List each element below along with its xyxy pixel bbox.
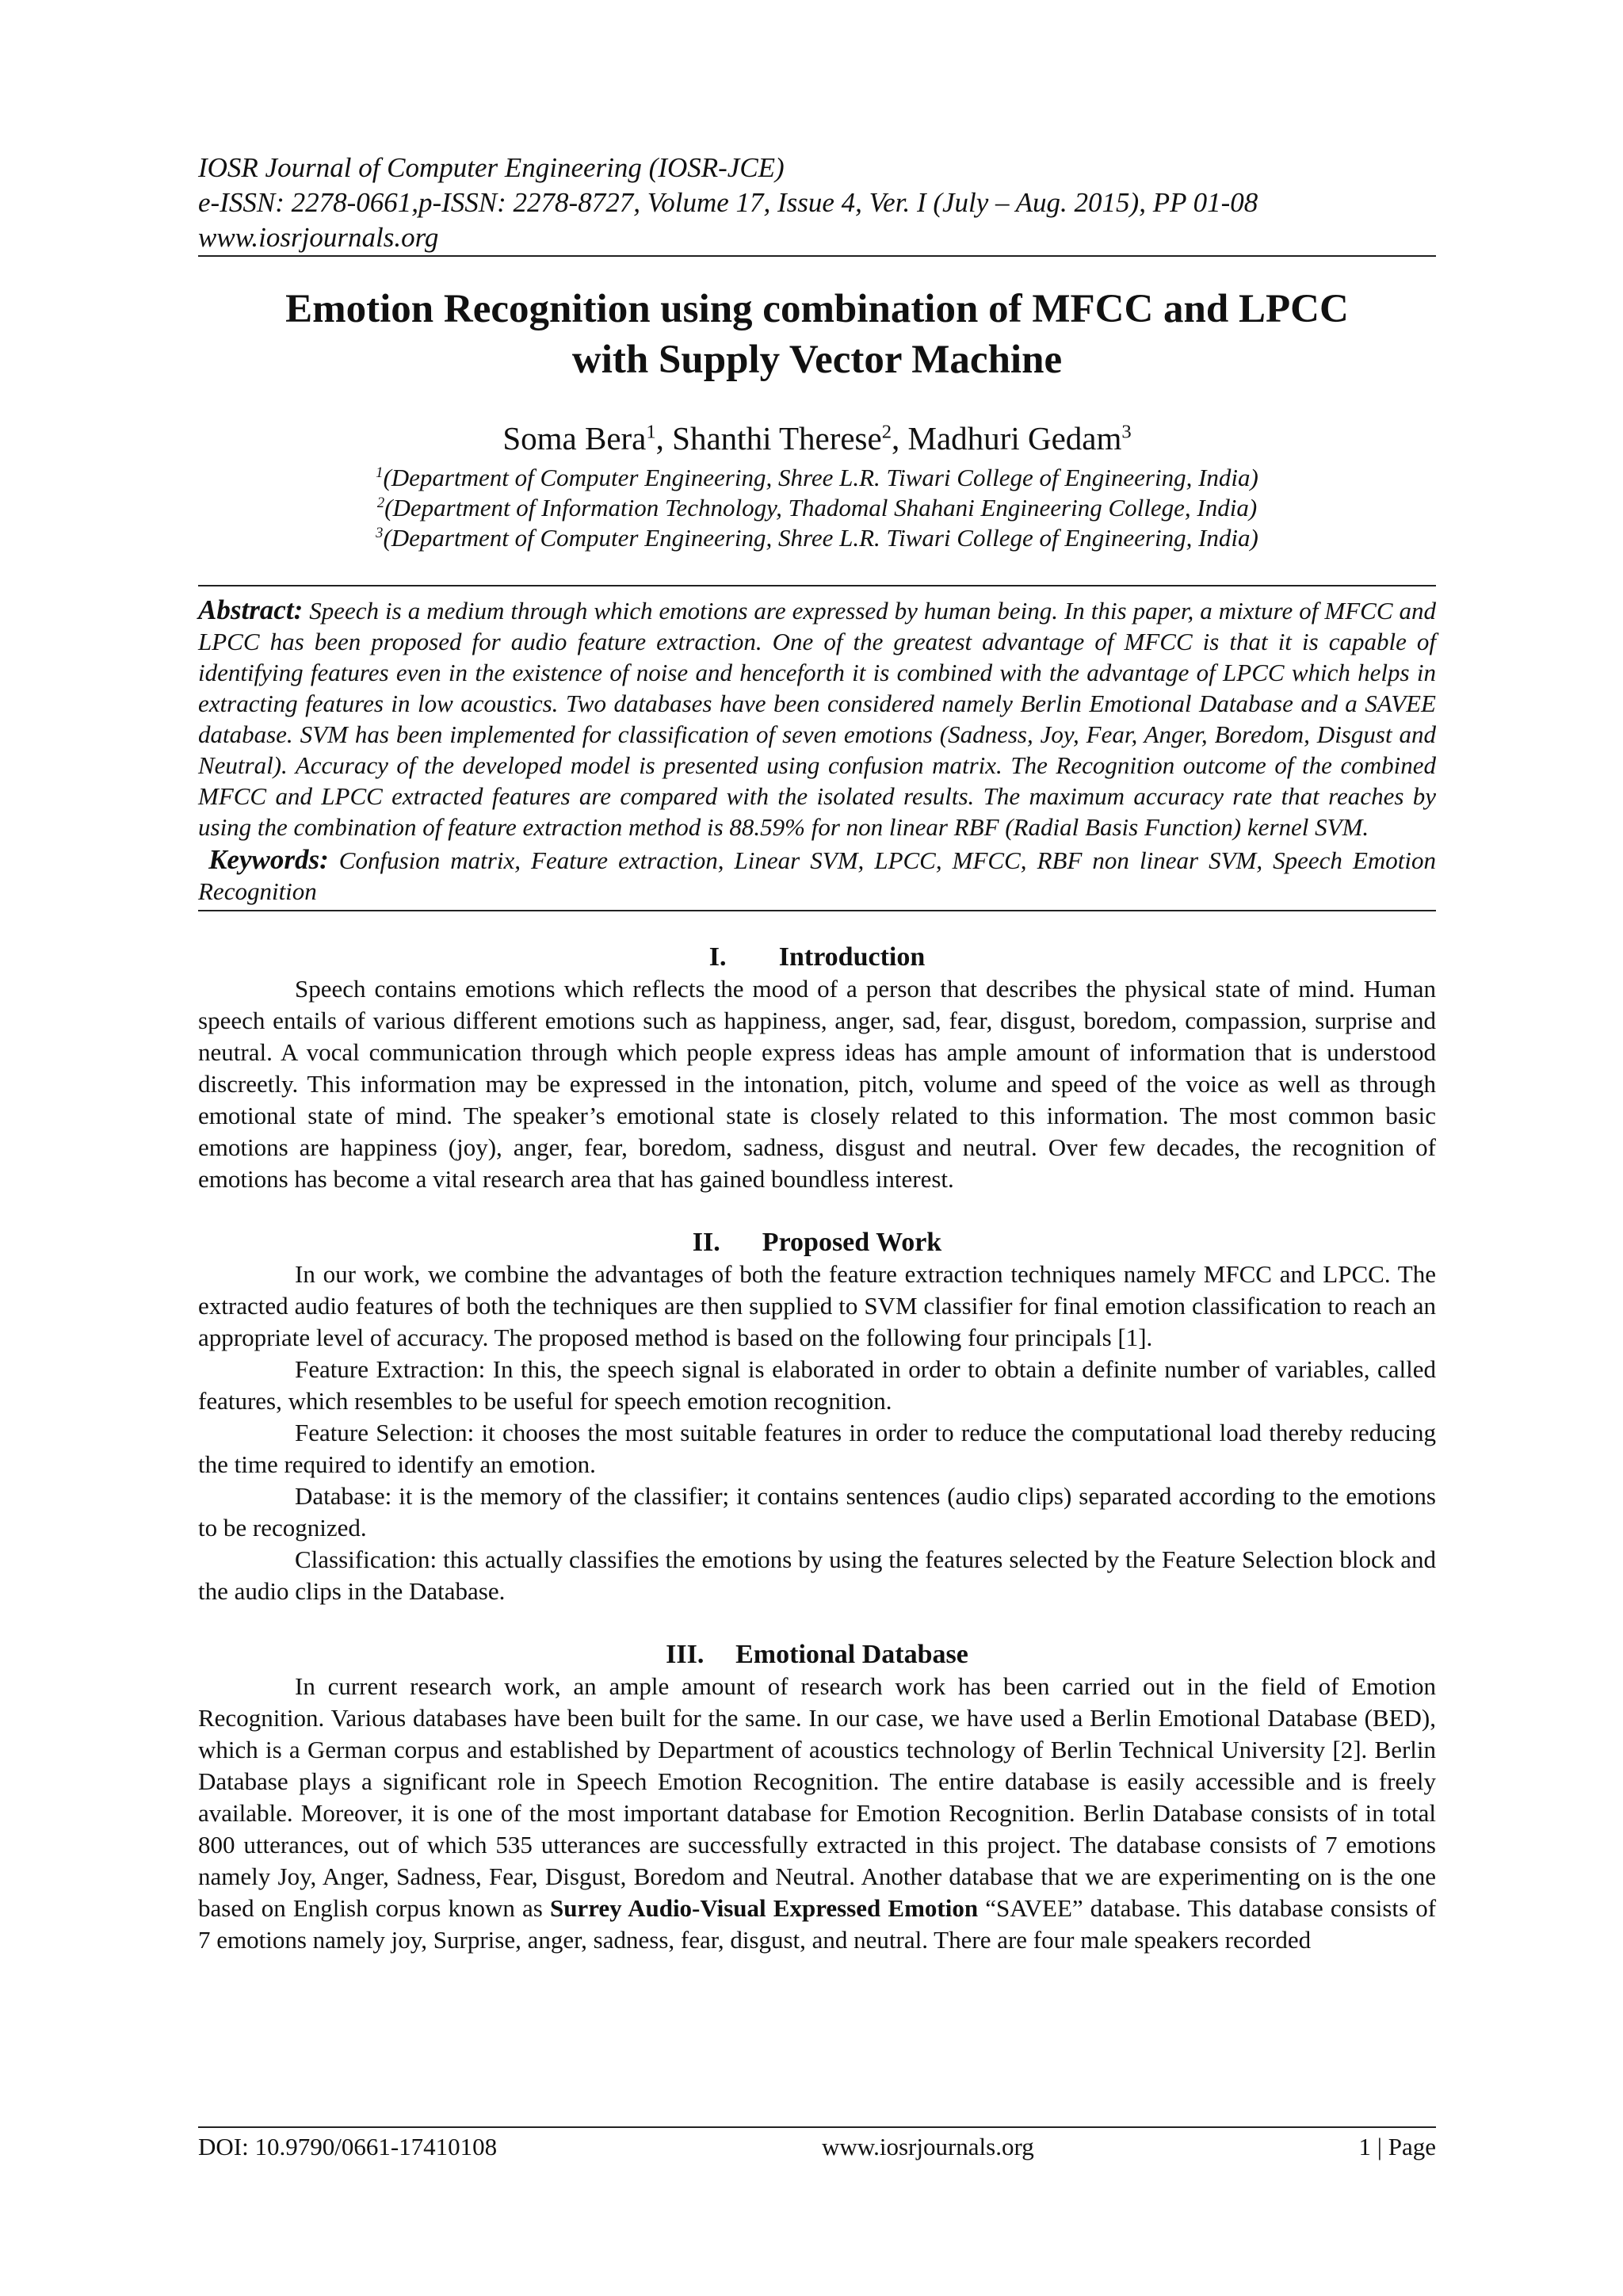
author-sup: 1	[646, 421, 656, 443]
affiliation	[198, 463, 1436, 493]
abstract-paragraph	[198, 594, 1436, 842]
header-rule	[198, 255, 1436, 257]
journal-name: IOSR Journal of Computer Engineering (IOSR-JCE)	[198, 152, 785, 183]
author-list: Soma Bera$^1$, Shanthi Therese$^2$, Madhuri Gedam$^3$	[502, 420, 1132, 457]
database-text-after: “SAVEE” database. This database consists of 7 emotions namely joy, Surprise, anger, sadness, fear, disgust, and neutral. There are four male speakers recorded	[198, 1894, 1437, 1954]
journal-website: www.iosrjournals.org	[198, 222, 439, 253]
section-title: Emotional Database	[735, 1640, 968, 1669]
keywords-paragraph	[198, 844, 1436, 907]
abstract-bottom-rule	[198, 910, 1436, 911]
footer-row	[198, 2131, 1436, 2163]
footer-page-number: 1 | Page	[1358, 2133, 1436, 2160]
proposed-paragraph-4: Database: it is the memory of the classifier; it contains sentences (audio clips) separated according to the emotions to be recognized.	[198, 1482, 1436, 1541]
affiliation-sup: 2	[376, 494, 385, 511]
title-line-2: with Supply Vector Machine	[571, 338, 1063, 382]
section-heading-emotional-database	[198, 1639, 1436, 1671]
affiliation-text: (Department of Information Technology, Thadomal Shahani Engineering College, India)	[384, 494, 1258, 521]
affiliation	[198, 493, 1436, 523]
title-line-1: Emotion Recognition using combination of MFCC and LPCC	[285, 287, 1349, 331]
affiliation-sup: 3	[376, 524, 384, 541]
section-heading-proposed-work	[198, 1227, 1436, 1259]
database-paragraph	[198, 1671, 1436, 1956]
affiliation	[198, 523, 1436, 553]
keywords-text: Confusion matrix, Feature extraction, Linear SVM, LPCC, MFCC, RBF non linear SVM, Speech Emotion Recognition	[198, 846, 1437, 905]
database-name-bold: Surrey Audio-Visual Expressed Emotion	[549, 1894, 979, 1922]
intro-paragraph: Speech contains emotions which reflects the mood of a person that describes the physical state of mind. Human speech entails of various different emotions such as happiness, anger, sad, fear, disgust, boredom, compassion, surprise and neutral. A vocal communication through which people express ideas has ample amount of information that is understood discreetly. This information may be expressed in the intonation, pitch, volume and speed of the voice as well as through emotional state of mind. The speaker’s emotional state is closely related to this information. The most common basic emotions are happiness (joy), anger, fear, boredom, sadness, disgust and neutral. Over few decades, the recognition of emotions has become a vital research area that has gained boundless interest.	[198, 975, 1436, 1193]
proposed-paragraph-2: Feature Extraction: In this, the speech signal is elaborated in order to obtain a definite number of variables, called features, which resembles to be useful for speech emotion recognition.	[198, 1355, 1436, 1415]
affiliation-text: (Department of Computer Engineering, Shree L.R. Tiwari College of Engineering, India)	[383, 524, 1258, 552]
page-footer	[198, 2126, 1436, 2163]
footer-rule	[198, 2126, 1436, 2128]
journal-issn: e-ISSN: 2278-0661,p-ISSN: 2278-8727, Volume 17, Issue 4, Ver. I (July – Aug. 2015), PP 01-08	[198, 187, 1258, 218]
author-sup: 3	[1121, 421, 1132, 443]
abstract-block	[198, 594, 1436, 907]
author-sup: 2	[881, 421, 892, 443]
keywords-label: Keywords:	[208, 844, 329, 875]
author-name: Soma Bera	[502, 420, 647, 457]
footer-doi: DOI: 10.9790/0661-17410108	[198, 2133, 498, 2160]
proposed-paragraph-1: In our work, we combine the advantages of both the feature extraction techniques namely MFCC and LPCC. The extracted audio features of both the techniques are then supplied to SVM classifier for final emotion classification to reach an appropriate level of accuracy. The proposed method is based on the following four principals [1].	[198, 1260, 1436, 1351]
section-number: II.	[692, 1228, 720, 1257]
paper-page	[198, 151, 1436, 1956]
proposed-paragraph-5: Classification: this actually classifies the emotions by using the features selected by the Feature Selection block and the audio clips in the Database.	[198, 1545, 1436, 1605]
abstract-label: Abstract:	[198, 594, 304, 625]
section-number: III.	[666, 1640, 705, 1669]
paper-title	[198, 284, 1436, 385]
author-name: Madhuri Gedam	[907, 420, 1122, 457]
affiliation-sup: 1	[376, 464, 384, 481]
abstract-text: Speech is a medium through which emotions are expressed by human being. In this paper, a mixture of MFCC and LPCC has been proposed for audio feature extraction. One of the greatest advantage of MFCC is that it is capable of identifying features even in the existence of noise and henceforth it is combined with the advantage of LPCC which helps in extracting features in low acoustics. Two databases have been considered namely Berlin Emotional Database and a SAVEE database. SVM has been implemented for classification of seven emotions (Sadness, Joy, Fear, Anger, Boredom, Disgust and Neutral). Accuracy of the developed model is presented using confusion matrix. The Recognition outcome of the combined MFCC and LPCC extracted features are compared with the isolated results. The maximum accuracy rate that reaches by using the combination of feature extraction method is 88.59% for non linear RBF (Radial Basis Function) kernel SVM.	[198, 597, 1437, 841]
author-name: Shanthi Therese	[672, 420, 882, 457]
proposed-paragraph-3: Feature Selection: it chooses the most suitable features in order to reduce the computational load thereby reducing the time required to identify an emotion.	[198, 1419, 1436, 1478]
section-title: Introduction	[778, 942, 926, 972]
section-heading-introduction	[198, 942, 1436, 973]
section-number: I.	[708, 942, 727, 972]
database-text-before: In current research work, an ample amount of research work has been carried out in the field of Emotion Recognition. Various databases have been built for the same. In our case, we have used a Berlin Emotional Database (BED), which is a German corpus and established by Department of acoustics technology of Berlin Technical University [2]. Berlin Database plays a significant role in Speech Emotion Recognition. The entire database is easily accessible and is freely available. Moreover, it is one of the most important database for Emotion Recognition. Berlin Database consists of in total 800 utterances, out of which 535 utterances are successfully extracted in this project. The database consists of 7 emotions namely Joy, Anger, Sadness, Fear, Disgust, Boredom and Neutral. Another database that we are experimenting on is the one based on English corpus known as	[198, 1672, 1436, 1922]
affiliation-list	[198, 463, 1436, 553]
footer-website: www.iosrjournals.org	[821, 2133, 1034, 2160]
journal-header	[198, 151, 1436, 255]
abstract-top-rule	[198, 585, 1436, 586]
section-title: Proposed Work	[762, 1228, 942, 1257]
affiliation-text: (Department of Computer Engineering, Shree L.R. Tiwari College of Engineering, India)	[383, 464, 1258, 491]
